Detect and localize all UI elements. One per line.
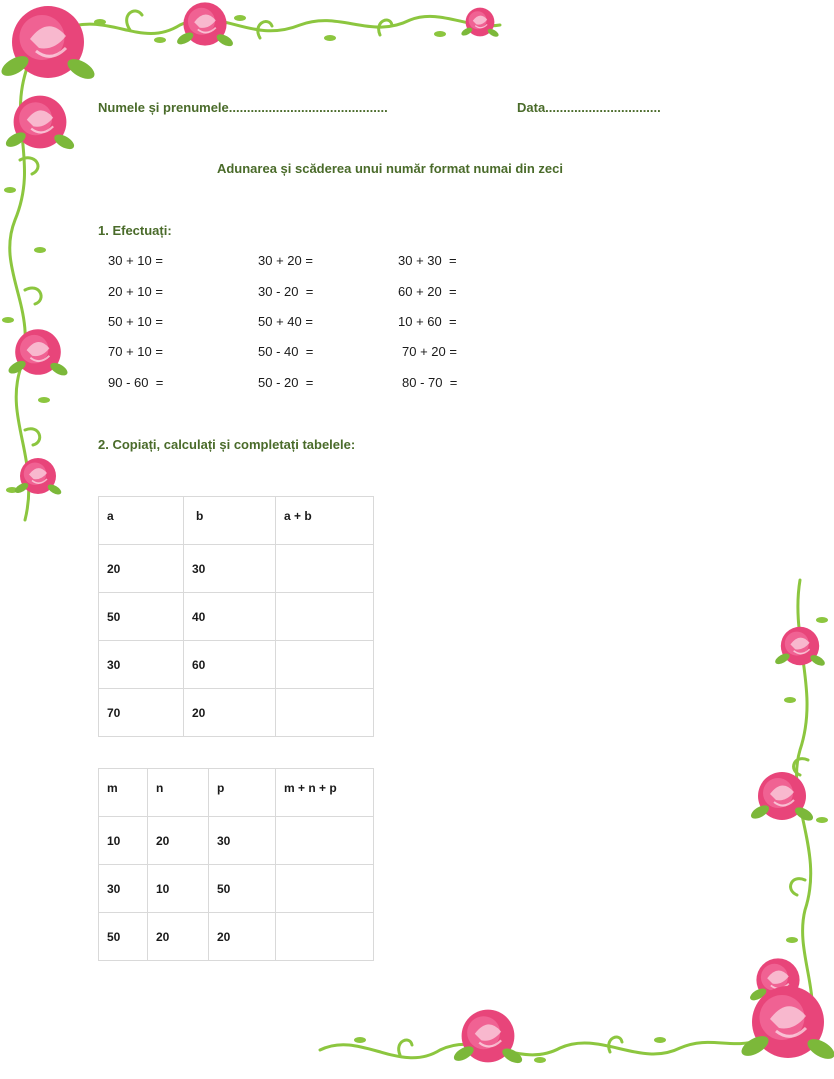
answer-cell xyxy=(276,689,374,737)
table-cell: 20 xyxy=(184,689,276,737)
exercise-item: 50 - 20 = xyxy=(258,375,314,390)
date-field-label: Data................................ xyxy=(517,100,661,115)
table-cell: 20 xyxy=(148,817,209,865)
exercise-item: 30 + 30 = xyxy=(398,253,457,268)
exercise-item: 30 + 10 = xyxy=(108,253,163,268)
exercise-1-heading: 1. Efectuați: xyxy=(98,223,172,238)
answer-cell xyxy=(276,545,374,593)
name-field-label: Numele și prenumele............................................ xyxy=(98,100,388,115)
answer-cell xyxy=(276,817,374,865)
table-header-cell: a + b xyxy=(276,497,374,545)
exercise-item: 80 - 70 = xyxy=(402,375,458,390)
answer-cell xyxy=(276,865,374,913)
table-header-cell: n xyxy=(148,769,209,817)
table-cell: 20 xyxy=(209,913,276,961)
exercise-item: 50 + 40 = xyxy=(258,314,313,329)
table-cell: 20 xyxy=(99,545,184,593)
table-header-row xyxy=(99,769,374,817)
exercise-item: 30 + 20 = xyxy=(258,253,313,268)
answer-cell xyxy=(276,641,374,689)
page-title: Adunarea și scăderea unui număr format numai din zeci xyxy=(216,161,564,176)
exercise-item: 70 + 10 = xyxy=(108,344,163,359)
table-cell: 50 xyxy=(99,593,184,641)
table-row xyxy=(99,689,374,737)
table-a-b xyxy=(98,496,374,737)
table-cell: 20 xyxy=(148,913,209,961)
exercise-item: 50 + 10 = xyxy=(108,314,163,329)
exercise-item: 20 + 10 = xyxy=(108,284,163,299)
table-header-cell: p xyxy=(209,769,276,817)
table-cell: 30 xyxy=(209,817,276,865)
table-cell: 30 xyxy=(99,865,148,913)
exercise-item: 50 - 40 = xyxy=(258,344,314,359)
table-cell: 40 xyxy=(184,593,276,641)
table-row xyxy=(99,545,374,593)
table-header-cell: a xyxy=(99,497,184,545)
table-cell: 60 xyxy=(184,641,276,689)
exercise-item: 70 + 20 = xyxy=(402,344,457,359)
answer-cell xyxy=(276,913,374,961)
table-cell: 50 xyxy=(209,865,276,913)
exercise-item: 90 - 60 = xyxy=(108,375,164,390)
table-cell: 50 xyxy=(99,913,148,961)
exercise-item: 30 - 20 = xyxy=(258,284,314,299)
table-m-n-p xyxy=(98,768,374,961)
table-row xyxy=(99,913,374,961)
table-row xyxy=(99,865,374,913)
exercise-item: 10 + 60 = xyxy=(398,314,457,329)
table-header-cell: m + n + p xyxy=(276,769,374,817)
exercise-2-heading: 2. Copiați, calculați și completați tabelele: xyxy=(98,437,356,452)
table-row xyxy=(99,817,374,865)
table-row xyxy=(99,641,374,689)
table-cell: 10 xyxy=(99,817,148,865)
table-cell: 30 xyxy=(99,641,184,689)
table-cell: 30 xyxy=(184,545,276,593)
table-cell: 10 xyxy=(148,865,209,913)
table-cell: 70 xyxy=(99,689,184,737)
table-header-row xyxy=(99,497,374,545)
table-row xyxy=(99,593,374,641)
answer-cell xyxy=(276,593,374,641)
exercise-item: 60 + 20 = xyxy=(398,284,457,299)
table-header-cell: b xyxy=(184,497,276,545)
table-header-cell: m xyxy=(99,769,148,817)
